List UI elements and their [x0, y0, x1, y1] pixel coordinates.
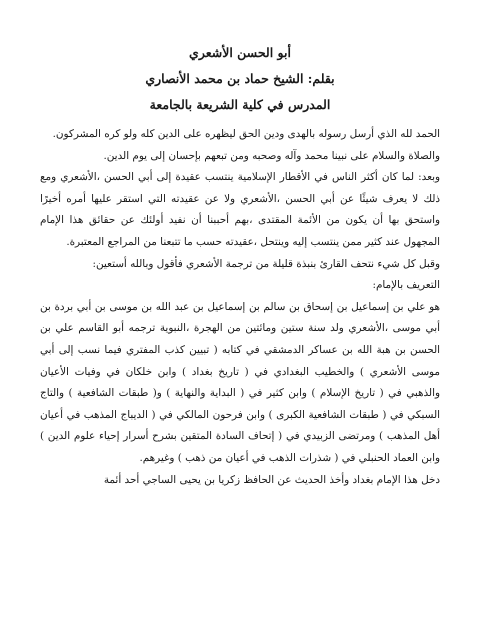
position-line: المدرس في كلية الشريعة بالجامعة: [149, 97, 331, 112]
document-page: [40, 40, 440, 620]
paragraph-preface: وقبل كل شيء نتحف القارئ بنبذة قليلة من ترجمة الأشعري فأقول وبالله أستعين:: [92, 257, 440, 270]
paragraph-salutation: والصلاة والسلام على نبينا محمد وآله وصحبه ومن تبعهم بإحسان إلى يوم الدين.: [103, 149, 440, 162]
paragraph-intro: وبعد: لما كان أكثر الناس في الأقطار الإسلامية ينتسب عقيدة إلى أبي الحسن ،الأشعري ومع ذلك لا يعرف شيئًا عن أبي الحسن ،الأشعري ولا عن عقيدته التي استقر عليها أمره أخيرًا واستحق بها أن يكون من الأئمة المقتدى ،بهم أحببنا أن نفيد أولئك عن حقائق هذا الإمام المجهول عند كثير ممن ينتسب إليه وينتحل ،عقيدته حسب ما تتبعنا من المراجع المعتبرة.: [40, 171, 440, 248]
document-title: أبو الحسن الأشعري: [189, 45, 291, 60]
author-line: بقلم: الشيخ حماد بن محمد الأنصاري: [145, 71, 335, 86]
paragraph-lineage: هو علي بن إسماعيل بن إسحاق بن سالم بن إسماعيل بن عبد الله بن موسى بن أبي بردة بن أبي موسى ،الأشعري ولد سنة ستين ومائتين من الهجرة ،النبوية ترجمه أبو القاسم علي بن الحسن بن هبة الله بن عساكر الدمشقي في كتابه ( تبيين كذب المفتري فيما نسب إلى أبي موسى الأشعري ) والخطيب البغدادي في ( تاريخ بغداد ) وابن خلكان في وفيات الأعيان والذهبي في ( تاريخ الإسلام ) وابن كثير في ( البداية والنهاية ) و( طبقات الشافعية ) والتاج السبكي في ( طبقات الشافعية الكبرى ) وابن فرحون المالكي في ( الديباج المذهب في أعيان أهل المذهب ) ومرتضى الزبيدي في ( إتحاف السادة المتقين بشرح أسرار إحياء علوم الدين ) وابن العماد الحنبلي في ( شذرات الذهب في أعيان من ذهب ) وغيرهم.: [40, 300, 440, 464]
paragraph-praise: الحمد لله الذي أرسل رسوله بالهدى ودين الحق ليظهره على الدين كله ولو كره المشركون.: [52, 128, 440, 140]
section-heading-biography: التعريف بالإمام:: [372, 279, 440, 292]
document-body: [40, 124, 440, 491]
paragraph-baghdad: دخل هذا الإمام بغداد وأخذ الحديث عن الحافظ زكريا بن يحيى الساجي أحد أئمة: [103, 473, 440, 486]
